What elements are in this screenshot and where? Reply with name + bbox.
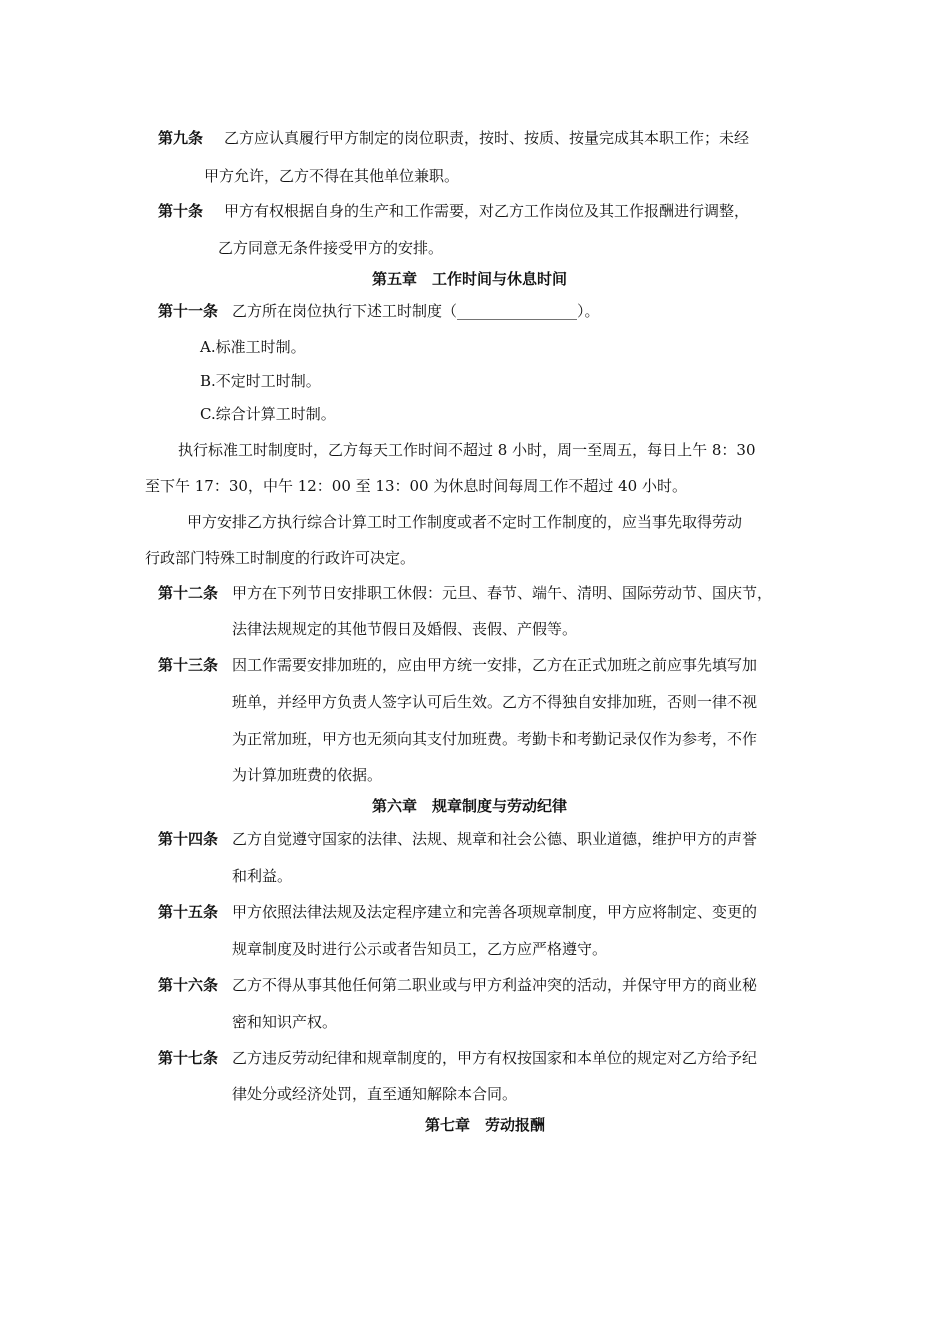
- article-15-label: 第十五条: [158, 903, 219, 921]
- article-11-option-c: C.综合计算工时制。: [200, 405, 336, 423]
- special-hours-paragraph-line-1: 甲方安排乙方执行综合计算工时工作制度或者不定时工作制度的，应当事先取得劳动: [187, 513, 743, 531]
- chapter-5-heading: 第五章 工作时间与休息时间: [372, 270, 568, 288]
- article-10-label: 第十条: [158, 202, 204, 220]
- article-17-label: 第十七条: [158, 1049, 219, 1067]
- article-14-line-1: 乙方自觉遵守国家的法律、法规、规章和社会公德、职业道德，维护甲方的声誉: [232, 830, 758, 848]
- chapter-6-heading: 第六章 规章制度与劳动纪律: [372, 797, 568, 815]
- article-9-line-1: 乙方应认真履行甲方制定的岗位职责，按时、按质、按量完成其本职工作；未经: [224, 129, 750, 147]
- article-17-line-1: 乙方违反劳动纪律和规章制度的，甲方有权按国家和本单位的规定对乙方给予纪: [232, 1049, 758, 1067]
- article-13-label: 第十三条: [158, 656, 219, 674]
- standard-hours-paragraph-line-2: 至下午 17：30，中午 12：00 至 13：00 为休息时间每周工作不超过 40 小时。: [145, 477, 687, 495]
- article-13-line-2: 班单，并经甲方负责人签字认可后生效。乙方不得独自安排加班，否则一律不视: [232, 693, 758, 711]
- article-9-label: 第九条: [158, 129, 204, 147]
- article-9-line-2: 甲方允许，乙方不得在其他单位兼职。: [204, 167, 460, 185]
- article-11-option-a: A.标准工时制。: [200, 338, 306, 356]
- chapter-7-heading: 第七章 劳动报酬: [425, 1116, 546, 1134]
- article-11-line-1: 乙方所在岗位执行下述工时制度（________________）。: [232, 302, 600, 320]
- article-13-line-1: 因工作需要安排加班的，应由甲方统一安排，乙方在正式加班之前应事先填写加: [232, 656, 758, 674]
- article-15-line-2: 规章制度及时进行公示或者告知员工，乙方应严格遵守。: [232, 940, 608, 958]
- article-16-label: 第十六条: [158, 976, 219, 994]
- article-10-line-2: 乙方同意无条件接受甲方的安排。: [218, 239, 444, 257]
- article-16-line-2: 密和知识产权。: [232, 1013, 338, 1031]
- article-16-line-1: 乙方不得从事其他任何第二职业或与甲方利益冲突的活动，并保守甲方的商业秘: [232, 976, 758, 994]
- article-11-option-b: B.不定时工时制。: [200, 372, 321, 390]
- special-hours-paragraph-line-2: 行政部门特殊工时制度的行政许可决定。: [145, 549, 416, 567]
- article-14-label: 第十四条: [158, 830, 219, 848]
- article-12-line-2: 法律法规规定的其他节假日及婚假、丧假、产假等。: [232, 620, 578, 638]
- standard-hours-paragraph-line-1: 执行标准工时制度时，乙方每天工作时间不超过 8 小时，周一至周五，每日上午 8：30: [178, 441, 756, 459]
- article-13-line-3: 为正常加班，甲方也无须向其支付加班费。考勤卡和考勤记录仅作为参考，不作: [232, 730, 758, 748]
- article-10-line-1: 甲方有权根据自身的生产和工作需要，对乙方工作岗位及其工作报酬进行调整，: [224, 202, 750, 220]
- article-11-label: 第十一条: [158, 302, 219, 320]
- article-14-line-2: 和利益。: [232, 867, 293, 885]
- article-12-line-1: 甲方在下列节日安排职工休假：元旦、春节、端午、清明、国际劳动节、国庆节，: [232, 584, 773, 602]
- article-17-line-2: 律处分或经济处罚，直至通知解除本合同。: [232, 1085, 518, 1103]
- article-13-line-4: 为计算加班费的依据。: [232, 766, 383, 784]
- article-12-label: 第十二条: [158, 584, 219, 602]
- article-15-line-1: 甲方依照法律法规及法定程序建立和完善各项规章制度，甲方应将制定、变更的: [232, 903, 758, 921]
